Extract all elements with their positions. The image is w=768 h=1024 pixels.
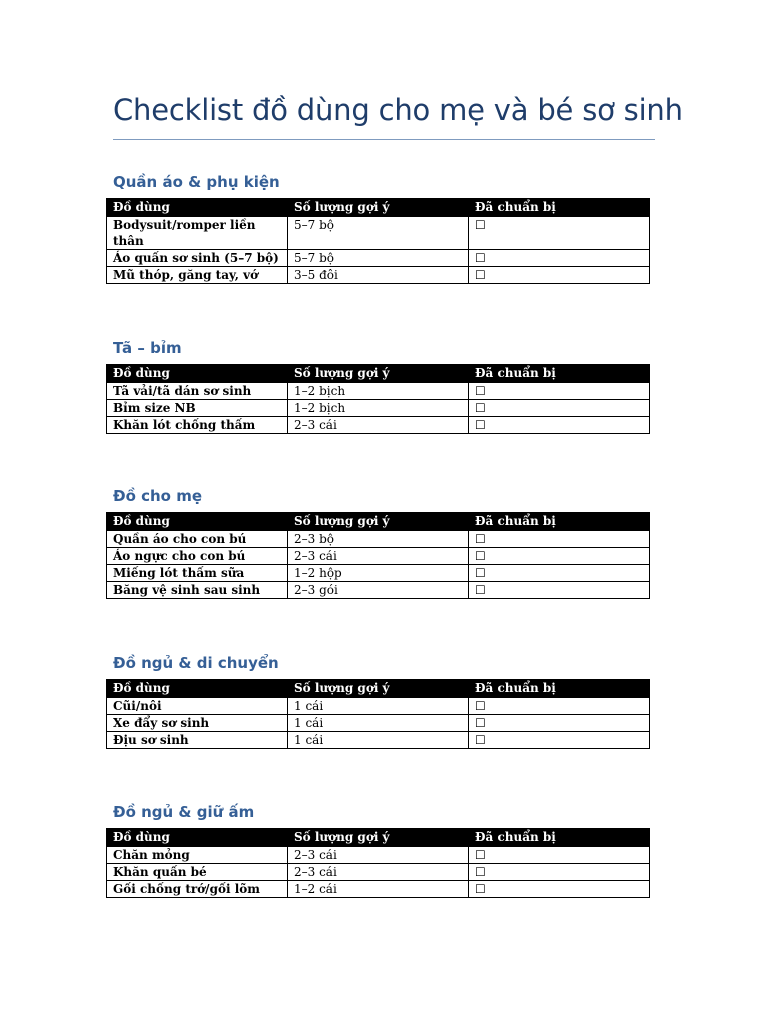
item-name-cell: Xe đẩy sơ sinh [107, 715, 288, 732]
quantity-cell: 1–2 bịch [288, 383, 469, 400]
item-name-cell: Địu sơ sinh [107, 732, 288, 749]
quantity-column-header: Số lượng gợi ý [288, 680, 469, 698]
prepared-column-header: Đã chuẩn bị [469, 513, 650, 531]
section-4 [106, 653, 649, 749]
checklist-table [106, 364, 650, 434]
item-name-cell: Tã vải/tã dán sơ sinh [107, 383, 288, 400]
checkbox-icon[interactable]: ☐ [475, 699, 486, 713]
item-column-header: Đồ dùng [107, 199, 288, 217]
quantity-cell: 5–7 bộ [288, 217, 469, 250]
quantity-cell: 5–7 bộ [288, 250, 469, 267]
prepared-column-header: Đã chuẩn bị [469, 199, 650, 217]
item-name-cell: Áo quấn sơ sinh (5–7 bộ) [107, 250, 288, 267]
checkbox-cell [469, 531, 650, 548]
item-column-header: Đồ dùng [107, 680, 288, 698]
table-row [107, 400, 650, 417]
table-row [107, 715, 650, 732]
section-heading: Đồ ngủ & di chuyển [113, 654, 279, 672]
checkbox-icon[interactable]: ☐ [475, 532, 486, 546]
section-5 [106, 802, 649, 898]
table-row [107, 582, 650, 599]
page-title: Checklist đồ dùng cho mẹ và bé sơ sinh [113, 93, 683, 127]
checklist-table [106, 512, 650, 599]
quantity-cell: 1 cái [288, 732, 469, 749]
table-row [107, 565, 650, 582]
table-row [107, 698, 650, 715]
section-1 [106, 172, 649, 284]
item-name-cell: Bodysuit/romper liền thân [107, 217, 288, 250]
checkbox-cell [469, 383, 650, 400]
table-row [107, 847, 650, 864]
checkbox-cell [469, 217, 650, 250]
quantity-cell: 2–3 bộ [288, 531, 469, 548]
quantity-column-header: Số lượng gợi ý [288, 829, 469, 847]
checkbox-icon[interactable]: ☐ [475, 384, 486, 398]
checkbox-icon[interactable]: ☐ [475, 418, 486, 432]
quantity-cell: 1–2 hộp [288, 565, 469, 582]
checkbox-cell [469, 250, 650, 267]
checkbox-icon[interactable]: ☐ [475, 251, 486, 265]
quantity-cell: 1 cái [288, 715, 469, 732]
checkbox-cell [469, 847, 650, 864]
prepared-column-header: Đã chuẩn bị [469, 829, 650, 847]
quantity-cell: 2–3 cái [288, 548, 469, 565]
checkbox-icon[interactable]: ☐ [475, 218, 486, 232]
quantity-cell: 1–2 cái [288, 881, 469, 898]
checkbox-cell [469, 732, 650, 749]
table-row [107, 383, 650, 400]
table-header-row [107, 199, 650, 217]
checkbox-icon[interactable]: ☐ [475, 716, 486, 730]
table-header-row [107, 680, 650, 698]
section-heading: Tã – bỉm [113, 339, 182, 357]
quantity-cell: 2–3 cái [288, 417, 469, 434]
checkbox-icon[interactable]: ☐ [475, 882, 486, 896]
item-column-header: Đồ dùng [107, 829, 288, 847]
table-row [107, 548, 650, 565]
item-name-cell: Miếng lót thấm sữa [107, 565, 288, 582]
quantity-cell: 3–5 đôi [288, 267, 469, 284]
item-name-cell: Băng vệ sinh sau sinh [107, 582, 288, 599]
checkbox-icon[interactable]: ☐ [475, 848, 486, 862]
item-column-header: Đồ dùng [107, 365, 288, 383]
section-heading: Đồ cho mẹ [113, 487, 202, 505]
item-name-cell: Khăn lót chống thấm [107, 417, 288, 434]
table-header-row [107, 829, 650, 847]
prepared-column-header: Đã chuẩn bị [469, 365, 650, 383]
section-3 [106, 486, 649, 599]
checkbox-cell [469, 582, 650, 599]
quantity-cell: 2–3 gói [288, 582, 469, 599]
checkbox-cell [469, 267, 650, 284]
checkbox-icon[interactable]: ☐ [475, 865, 486, 879]
table-row [107, 864, 650, 881]
checkbox-cell [469, 565, 650, 582]
section-2 [106, 338, 649, 434]
title-divider [113, 139, 655, 140]
item-name-cell: Khăn quấn bé [107, 864, 288, 881]
section-heading: Đồ ngủ & giữ ấm [113, 803, 255, 821]
quantity-cell: 2–3 cái [288, 847, 469, 864]
quantity-column-header: Số lượng gợi ý [288, 513, 469, 531]
checkbox-cell [469, 698, 650, 715]
checkbox-cell [469, 881, 650, 898]
checklist-table [106, 828, 650, 898]
checkbox-icon[interactable]: ☐ [475, 583, 486, 597]
table-row [107, 881, 650, 898]
checklist-table [106, 198, 650, 284]
quantity-column-header: Số lượng gợi ý [288, 365, 469, 383]
checkbox-icon[interactable]: ☐ [475, 566, 486, 580]
checkbox-cell [469, 864, 650, 881]
table-row [107, 531, 650, 548]
checkbox-cell [469, 715, 650, 732]
checklist-table [106, 679, 650, 749]
checkbox-cell [469, 400, 650, 417]
section-heading: Quần áo & phụ kiện [113, 173, 280, 191]
table-row [107, 267, 650, 284]
checkbox-icon[interactable]: ☐ [475, 549, 486, 563]
prepared-column-header: Đã chuẩn bị [469, 680, 650, 698]
item-name-cell: Chăn mỏng [107, 847, 288, 864]
table-row [107, 250, 650, 267]
checkbox-icon[interactable]: ☐ [475, 733, 486, 747]
table-row [107, 417, 650, 434]
quantity-cell: 1 cái [288, 698, 469, 715]
quantity-cell: 2–3 cái [288, 864, 469, 881]
item-name-cell: Áo ngực cho con bú [107, 548, 288, 565]
checkbox-cell [469, 417, 650, 434]
item-name-cell: Quần áo cho con bú [107, 531, 288, 548]
checkbox-icon[interactable]: ☐ [475, 401, 486, 415]
item-name-cell: Mũ thóp, găng tay, vớ [107, 267, 288, 284]
table-row [107, 732, 650, 749]
table-row [107, 217, 650, 250]
item-name-cell: Bỉm size NB [107, 400, 288, 417]
item-name-cell: Cũi/nôi [107, 698, 288, 715]
item-name-cell: Gối chống trớ/gối lõm [107, 881, 288, 898]
checkbox-icon[interactable]: ☐ [475, 268, 486, 282]
table-header-row [107, 365, 650, 383]
table-header-row [107, 513, 650, 531]
quantity-cell: 1–2 bịch [288, 400, 469, 417]
item-column-header: Đồ dùng [107, 513, 288, 531]
quantity-column-header: Số lượng gợi ý [288, 199, 469, 217]
checkbox-cell [469, 548, 650, 565]
